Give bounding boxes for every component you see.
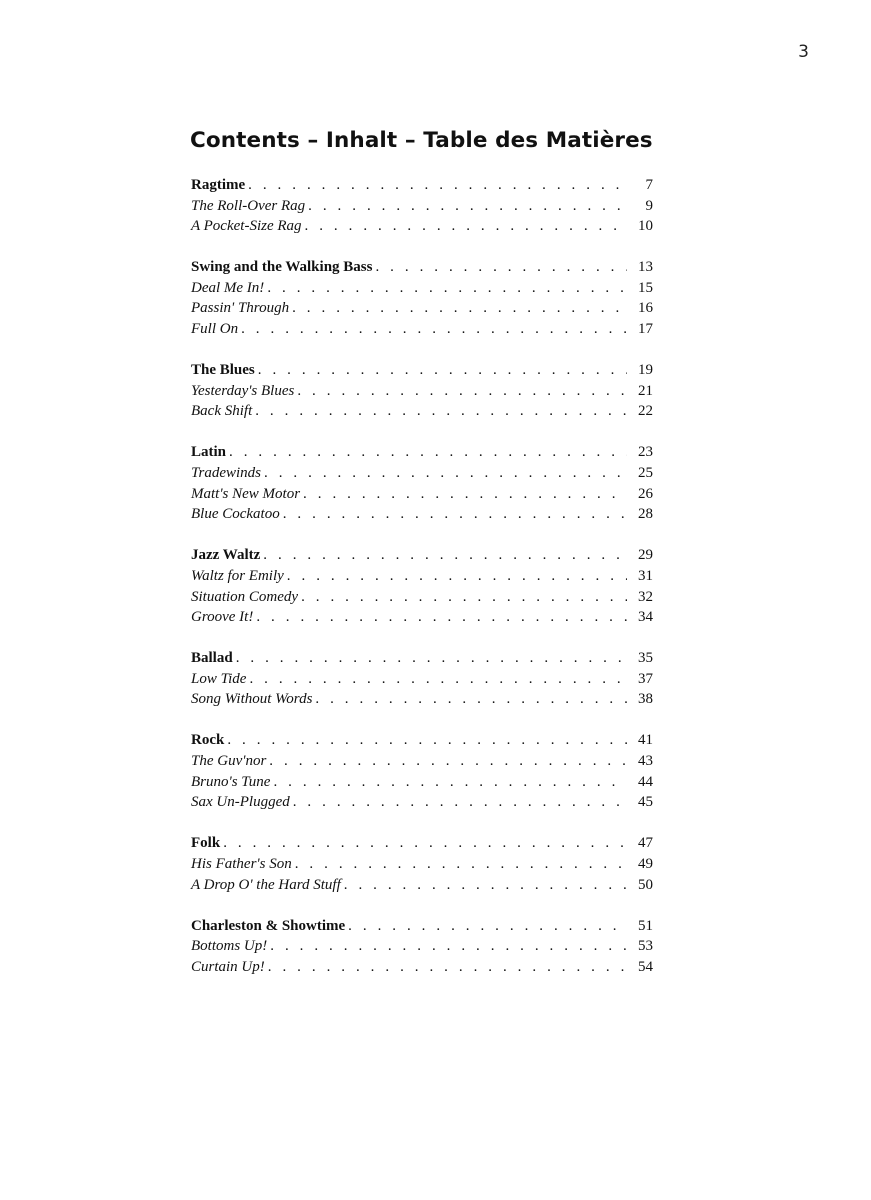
dot-leader [287,568,627,585]
dot-leader [229,444,627,461]
section-title: Ballad [191,650,233,667]
piece-title: Back Shift [191,403,253,420]
table-of-contents [191,177,653,1000]
toc-entry [191,609,653,630]
piece-title: Sax Un-Plugged [191,794,290,811]
toc-entry [191,383,653,404]
toc-section [191,362,653,424]
page-ref: 38 [638,691,653,708]
section-title: Ragtime [191,177,246,193]
toc-section-heading [191,444,653,465]
section-title: Charleston & Showtime [191,917,346,934]
page-ref: 49 [638,855,653,872]
toc-entry [191,856,653,877]
piece-title: Situation Comedy [191,588,299,605]
page-ref: 47 [638,835,653,852]
piece-title: Matt's New Motor [191,485,301,502]
page-ref: 16 [638,300,653,317]
dot-leader [249,671,627,688]
dot-leader [344,877,627,894]
page-ref: 10 [638,218,653,235]
dot-leader [308,198,627,215]
toc-entry [191,486,653,507]
piece-title: Deal Me In! [191,279,265,296]
section-title: Rock [191,732,225,749]
toc-entry [191,321,653,342]
toc-entry [191,465,653,486]
page-ref: 13 [638,259,653,276]
toc-section-heading [191,918,653,939]
dot-leader [236,650,627,667]
section-title: Latin [191,444,227,461]
page-ref: 32 [638,588,653,605]
page-ref: 29 [638,547,653,564]
page-title: Contents – Inhalt – Table des Matières [190,128,653,153]
dot-leader [268,959,627,976]
page-ref: 17 [638,321,653,338]
dot-leader [283,506,627,523]
toc-section [191,259,653,341]
dot-leader [293,794,627,811]
dot-leader [305,218,627,235]
dot-leader [303,486,627,503]
piece-title: The Guv'nor [191,753,267,770]
page-ref: 44 [638,773,653,790]
section-title: Swing and the Walking Bass [191,259,373,276]
page-number: 3 [798,42,809,62]
toc-entry [191,877,653,898]
dot-leader [248,177,627,194]
page-ref: 50 [638,876,653,893]
toc-section-heading [191,650,653,671]
page-ref: 23 [638,444,653,461]
page-ref: 51 [638,917,653,934]
toc-section-heading [191,259,653,280]
dot-leader [258,362,627,379]
page-ref: 26 [638,485,653,502]
toc-entry [191,671,653,692]
page-ref: 37 [638,670,653,687]
toc-entry [191,938,653,959]
page-ref: 7 [645,177,653,193]
piece-title: A Pocket-Size Rag [191,218,302,235]
dot-leader [273,774,627,791]
toc-entry [191,774,653,795]
dot-leader [297,383,627,400]
toc-entry [191,691,653,712]
piece-title: Curtain Up! [191,958,265,975]
page-ref: 43 [638,753,653,770]
piece-title: His Father's Son [191,855,292,872]
dot-leader [301,589,627,606]
section-title: Jazz Waltz [191,547,261,564]
page-ref: 9 [645,197,653,214]
dot-leader [263,547,627,564]
dot-leader [292,300,627,317]
toc-section-heading [191,732,653,753]
piece-title: The Roll-Over Rag [191,197,306,214]
dot-leader [241,321,627,338]
dot-leader [295,856,627,873]
toc-section [191,547,653,629]
page-ref: 35 [638,650,653,667]
toc-section-heading [191,362,653,383]
dot-leader [270,938,627,955]
page-ref: 19 [638,362,653,379]
piece-title: Song Without Words [191,691,313,708]
toc-entry [191,568,653,589]
piece-title: Tradewinds [191,465,262,482]
page-ref: 34 [638,609,653,626]
toc-entry [191,506,653,527]
toc-entry [191,198,653,219]
toc-entry [191,794,653,815]
dot-leader [223,835,627,852]
page-ref: 25 [638,465,653,482]
page-ref: 15 [638,279,653,296]
page-ref: 28 [638,506,653,523]
toc-section [191,650,653,712]
toc-section [191,835,653,897]
page-ref: 31 [638,567,653,584]
dot-leader [255,403,627,420]
page-ref: 21 [638,382,653,399]
toc-entry [191,753,653,774]
toc-entry [191,959,653,980]
toc-section-heading [191,835,653,856]
page-ref: 22 [638,403,653,420]
dot-leader [264,465,627,482]
piece-title: Passin' Through [191,300,290,317]
piece-title: Groove It! [191,609,254,626]
toc-entry [191,218,653,239]
piece-title: Low Tide [191,670,247,687]
toc-entry [191,280,653,301]
toc-section-heading [191,547,653,568]
dot-leader [227,732,627,749]
piece-title: Waltz for Emily [191,567,284,584]
toc-section [191,918,653,980]
piece-title: Bottoms Up! [191,938,268,955]
toc-entry [191,300,653,321]
dot-leader [267,280,627,297]
piece-title: Full On [191,321,239,338]
dot-leader [315,691,627,708]
dot-leader [269,753,627,770]
toc-entry [191,589,653,610]
piece-title: Blue Cockatoo [191,506,280,523]
page-ref: 41 [638,732,653,749]
toc-section [191,732,653,814]
dot-leader [256,609,627,626]
page-ref: 53 [638,938,653,955]
dot-leader [348,918,627,935]
dot-leader [375,259,627,276]
piece-title: Yesterday's Blues [191,382,295,399]
toc-section [191,444,653,526]
toc-section [191,177,653,239]
page-ref: 54 [638,958,653,975]
page-ref: 45 [638,794,653,811]
section-title: Folk [191,835,221,852]
toc-entry [191,403,653,424]
toc-section-heading [191,177,653,198]
piece-title: A Drop O' the Hard Stuff [191,876,341,893]
piece-title: Bruno's Tune [191,773,271,790]
section-title: The Blues [191,362,255,379]
